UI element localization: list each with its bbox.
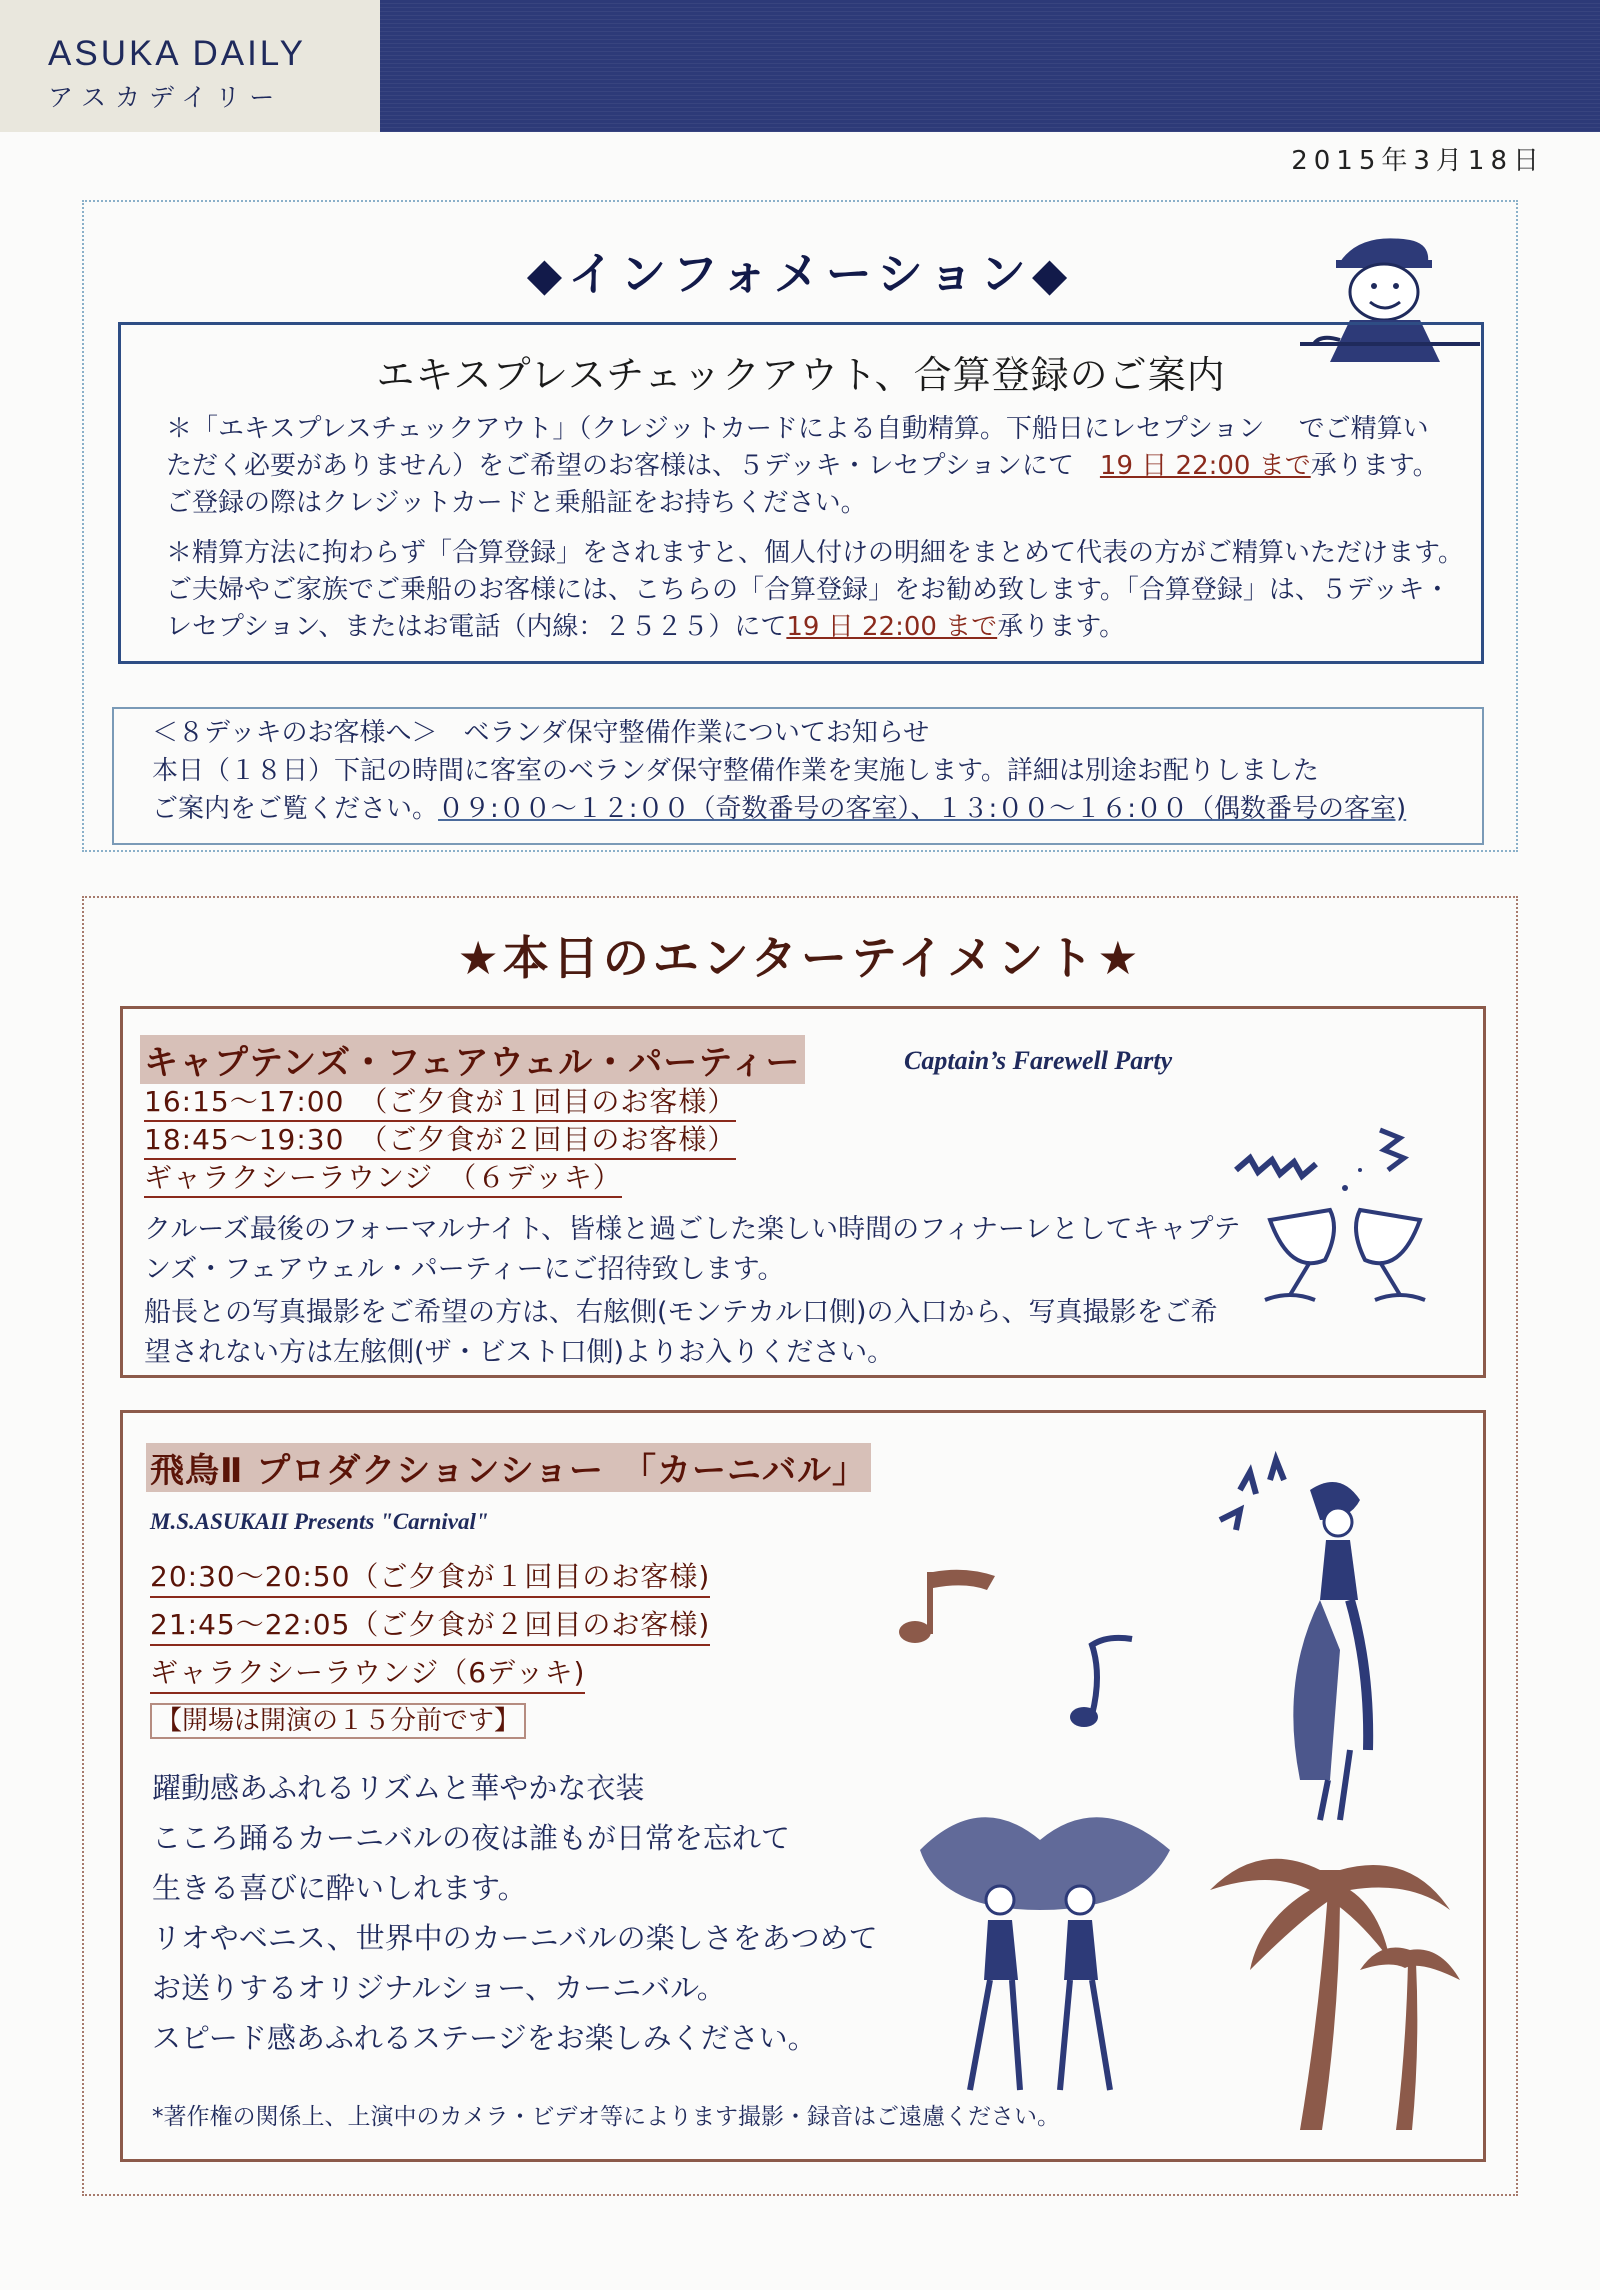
information-title: ◆インフォメーション◆	[526, 247, 1074, 301]
veranda-line2	[152, 790, 1482, 828]
show-venue: ギャラクシーラウンジ（6デッキ)	[150, 1654, 585, 1694]
carnival-dancer-icon	[900, 1790, 1190, 2100]
palm-tree-icon	[1200, 1830, 1480, 2130]
music-note-icon	[895, 1560, 1005, 1650]
farewell-party-title: キャプテンズ・フェアウェル・パーティー	[140, 1035, 805, 1084]
veranda-notice	[152, 714, 1482, 828]
show-desc-line: お送りするオリジナルショー、カーニバル。	[152, 1971, 726, 2005]
party-time-second: 18:45～19:30 （ご夕食が２回目のお客様）	[144, 1122, 736, 1160]
combined-text-end: 承ります。	[997, 612, 1126, 642]
issue-date: 2015年3月18日	[1291, 146, 1545, 176]
express-text-end: 承ります。ご登録の際はクレジットカードと乗船証をお持ちください。	[166, 451, 1439, 518]
champagne-glasses-icon	[1230, 1110, 1460, 1310]
party-venue: ギャラクシーラウンジ （６デッキ）	[144, 1160, 622, 1198]
copyright-note: *著作権の関係上、上演中のカメラ・ビデオ等によります撮影・録音はご遠慮ください。	[152, 2104, 1061, 2130]
combined-registration-paragraph	[166, 535, 1466, 646]
show-time-first: 20:30～20:50（ご夕食が１回目のお客様)	[150, 1558, 710, 1598]
express-deadline: 19 日 22:00 まで	[1099, 451, 1311, 481]
show-desc-line: 躍動感あふれるリズムと華やかな衣装	[152, 1771, 645, 1805]
express-text: ＊「エキスプレスチェックアウト」（クレジットカードによる自動精算。下船日にレセプション でご精算いただく必要がありません）をご希望のお客様は、５デッキ・レセプションにて	[166, 414, 1429, 481]
veranda-heading: ＜８デッキのお客様へ＞ ベランダ保守整備作業についてお知らせ	[152, 718, 930, 748]
show-description	[152, 1763, 972, 2063]
production-show-title: 飛鳥Ⅱ プロダクションショー 「カーニバル」	[146, 1443, 871, 1492]
party-time-first: 16:15～17:00 （ご夕食が１回目のお客様）	[144, 1084, 736, 1122]
show-desc-line: リオやベニス、世界中のカーニバルの楽しさをあつめて	[152, 1921, 878, 1955]
show-opening-notice: 【開場は開演の１５分前です】	[150, 1703, 526, 1739]
express-checkout-title: エキスプレスチェックアウト、合算登録のご案内	[376, 353, 1226, 397]
party-photo-info: 船長との写真撮影をご希望の方は、右舷側(モンテカル口側)の入口から、写真撮影をご希望されない方は左舷側(ザ・ビスト口側)よりお入りください。	[144, 1297, 1218, 1368]
combined-deadline: 19 日 22:00 まで	[786, 612, 998, 642]
party-description: クルーズ最後のフォーマルナイト、皆様と過ごした楽しい時間のフィナーレとしてキャプテンズ・フェアウェル・パーティーにご招待致します。	[144, 1214, 1241, 1285]
carnival-dancer-icon	[1200, 1450, 1400, 1830]
production-show-title-en: M.S.ASUKAII Presents "Carnival"	[150, 1509, 489, 1534]
show-time-second: 21:45～22:05（ご夕食が２回目のお客様)	[150, 1606, 710, 1646]
express-checkout-paragraph	[166, 411, 1446, 522]
music-note-icon	[1062, 1625, 1142, 1735]
veranda-line2-text: ご案内をご覧ください。	[152, 794, 439, 824]
show-desc-line: こころ踊るカーニバルの夜は誰もが日常を忘れて	[152, 1821, 791, 1855]
combined-text: ＊精算方法に拘わらず「合算登録」をされますと、個人付けの明細をまとめて代表の方がご精算いただけます。ご夫婦やご家族でご乗船のお客様には、こちらの「合算登録」をお勧め致します。「合算登録」は、５デッキ・レセプション、またはお電話（内線：２５２５）にて	[166, 538, 1464, 642]
header-band	[380, 0, 1600, 132]
logo-english: ASUKA DAILY	[48, 34, 307, 73]
show-desc-line: 生きる喜びに酔いしれます。	[152, 1871, 527, 1905]
logo-japanese: アスカデイリー	[48, 83, 284, 112]
farewell-party-title-en: Captain’s Farewell Party	[904, 1046, 1173, 1075]
veranda-times: ０９:００～１２:００（奇数番号の客室）、１３:００～１６:００（偶数番号の客室)	[438, 794, 1407, 824]
entertainment-title: ★本日のエンターテイメント★	[457, 931, 1143, 985]
veranda-line1: 本日（１８日）下記の時間に客室のベランダ保守整備作業を実施します。詳細は別途お配りしました	[152, 756, 1319, 786]
show-desc-line: スピード感あふれるステージをお楽しみください。	[152, 2021, 817, 2055]
